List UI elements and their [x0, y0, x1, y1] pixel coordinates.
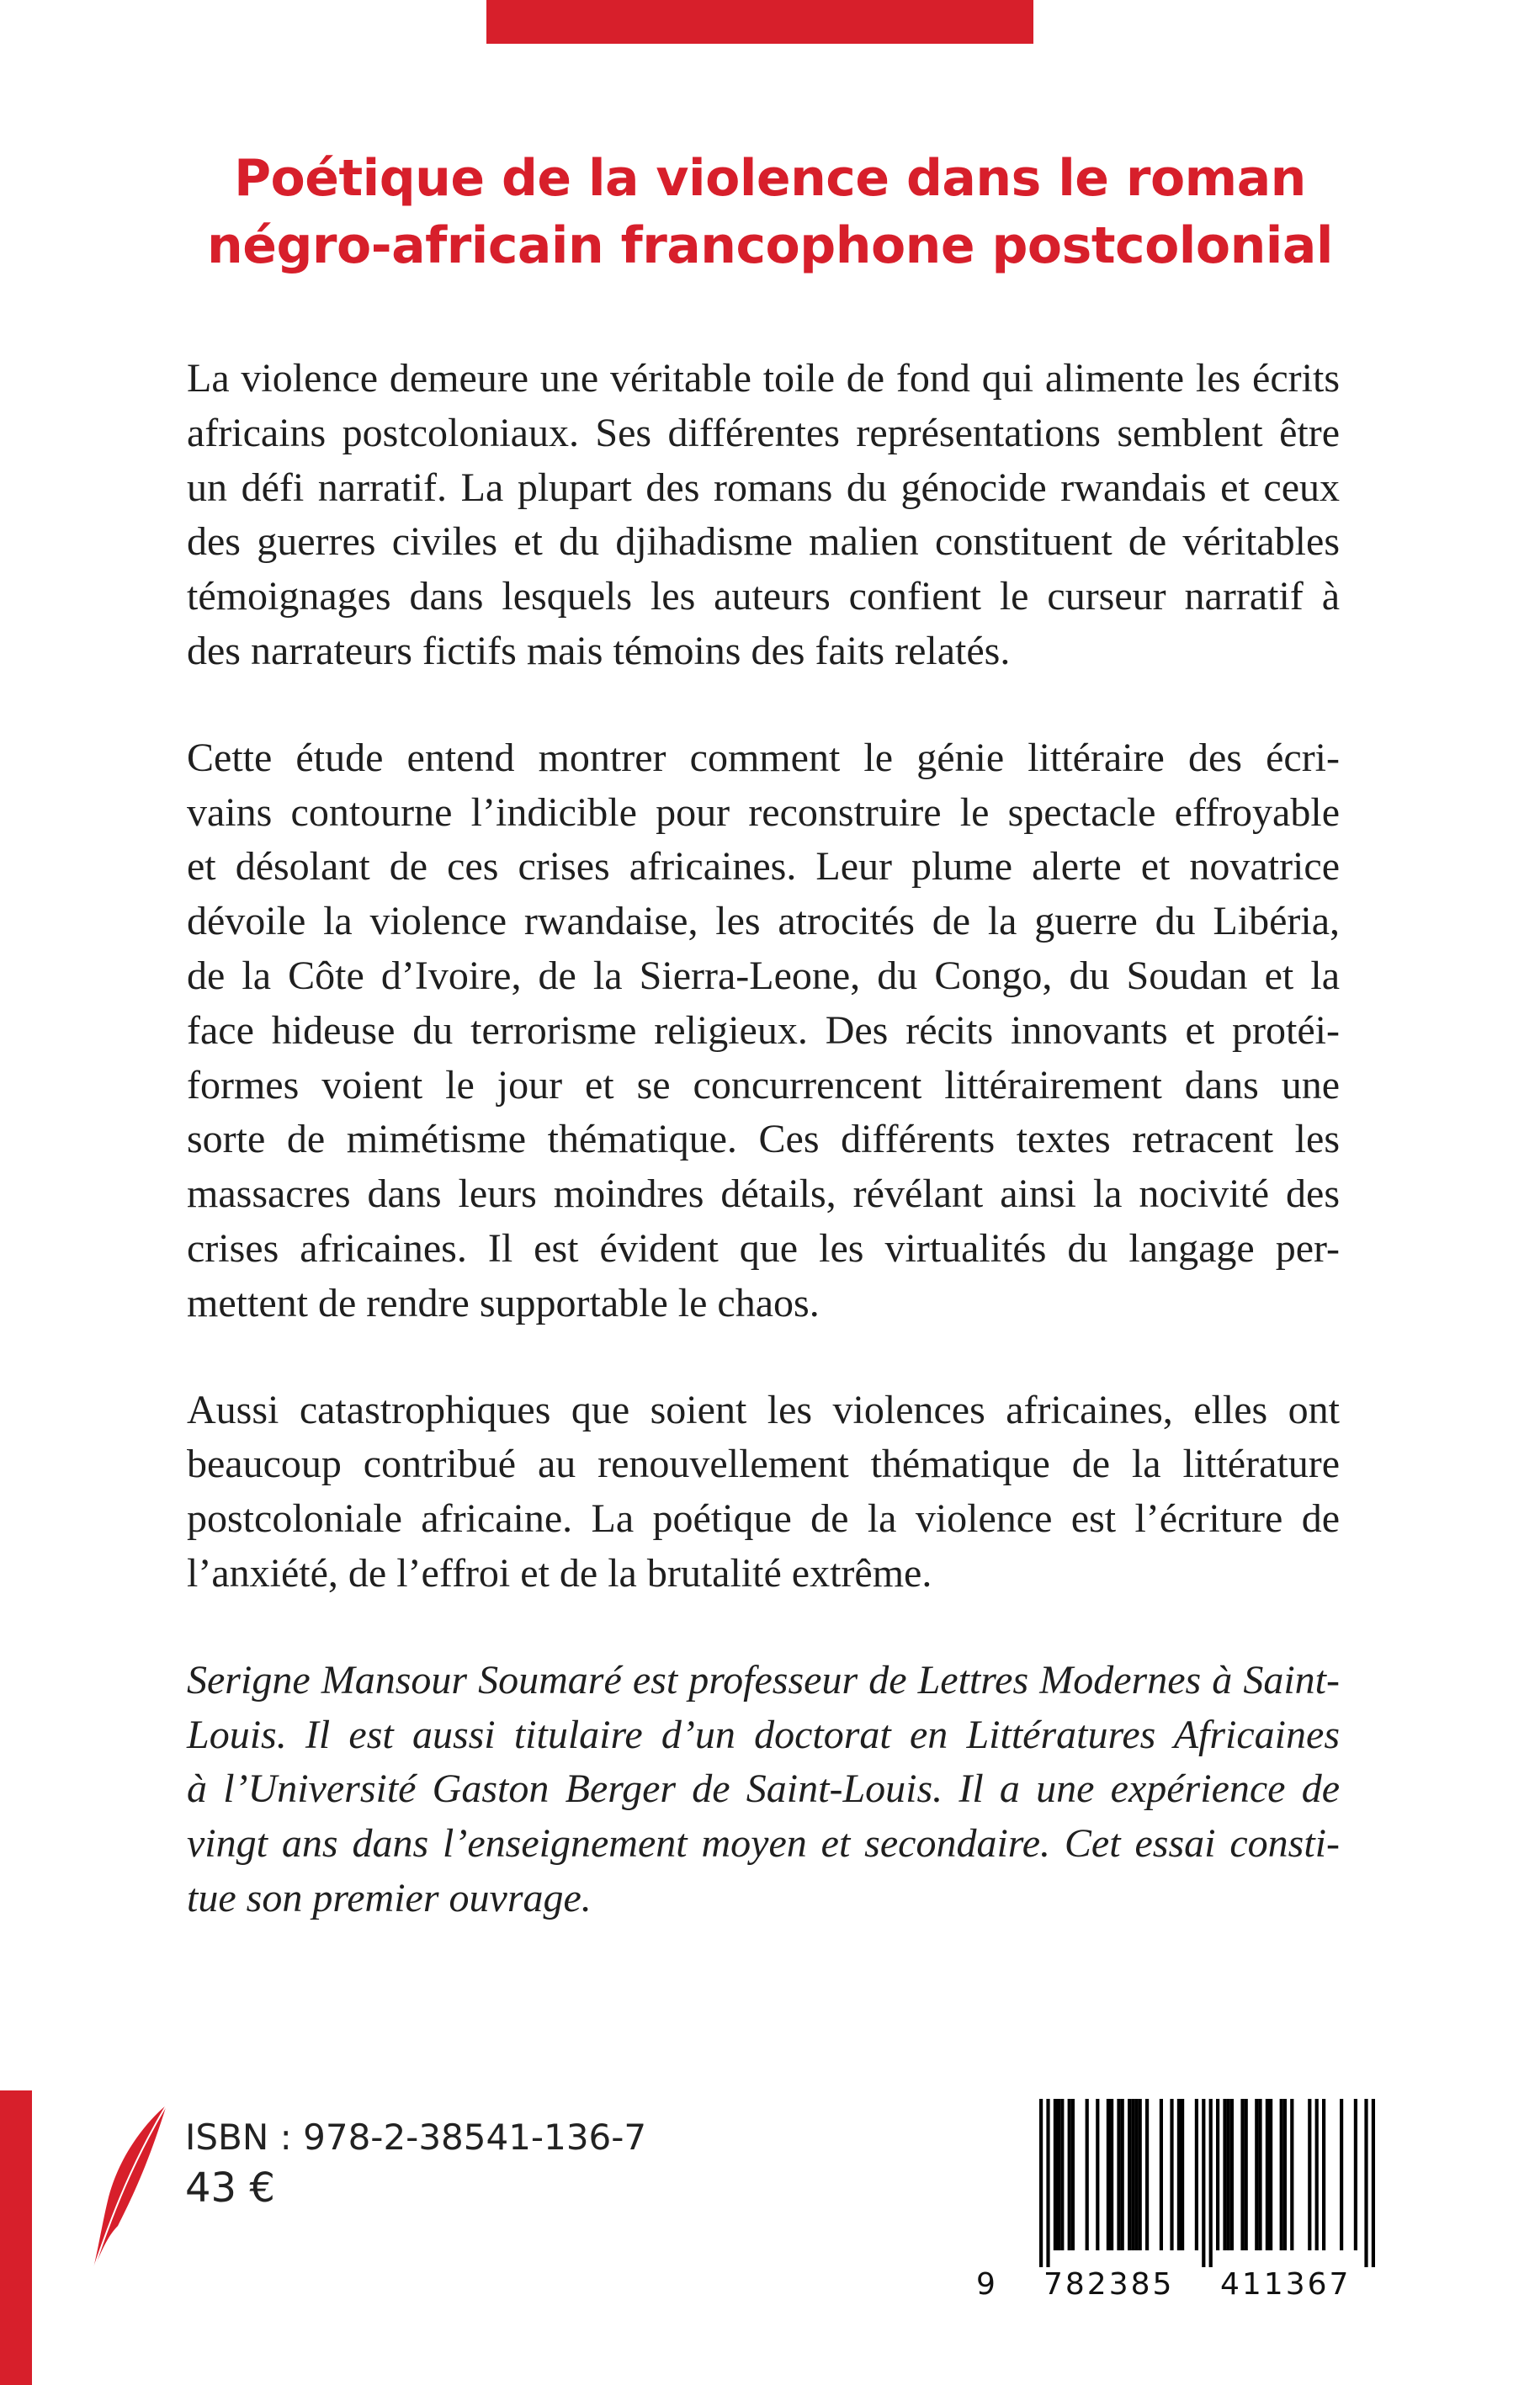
text-line: dévoile la violence rwandaise, les atrocités de la guerre du Libéria,: [187, 899, 1340, 944]
title-line: négro-africain francophone postcolonial: [207, 216, 1333, 275]
barcode-bar: [1216, 2099, 1219, 2250]
barcode-bar: [1139, 2099, 1142, 2250]
barcode-bar: [1266, 2099, 1269, 2250]
barcode-bar: [1054, 2099, 1057, 2250]
text-line: de la Côte d’Ivoire, de la Sierra-Leone, du Congo, du Soudan et la: [187, 953, 1340, 998]
text-line: un défi narratif. La plupart des romans du génocide rwandais et ceux: [187, 465, 1340, 510]
barcode-bar: [1308, 2099, 1311, 2250]
barcode-right-digits: 411367: [1220, 2267, 1351, 2302]
barcode-bar: [1145, 2099, 1149, 2250]
barcode-bar: [1086, 2099, 1089, 2250]
text-line: mettent de rendre supportable le chaos.: [187, 1280, 820, 1325]
text-line: beaucoup contribué au renouvellement thématique de la littérature: [187, 1442, 1340, 1487]
barcode-bar: [1230, 2099, 1234, 2250]
title-line: Poétique de la violence dans le roman: [234, 149, 1306, 208]
bio-line: Louis. Il est aussi titulaire d’un doctorat en Littératures Africaines: [187, 1712, 1340, 1757]
barcode-guard-bar: [1202, 2099, 1205, 2267]
barcode-bar: [1290, 2099, 1293, 2250]
book-title: [101, 145, 1439, 279]
price-label: 43 €: [185, 2165, 275, 2212]
barcode-bar: [1240, 2099, 1244, 2250]
barcode-bar: [1128, 2099, 1131, 2250]
text-line: des narrateurs fictifs mais témoins des faits relatés.: [187, 628, 1011, 673]
barcode-first-digit: 9: [976, 2267, 998, 2302]
text-line: massacres dans leurs moindres détails, révélant ainsi la nocivité des: [187, 1171, 1340, 1217]
barcode-bar: [1068, 2099, 1071, 2250]
barcode-guard-bar: [1364, 2099, 1367, 2267]
barcode-bar: [1134, 2099, 1138, 2250]
barcode-bar: [1269, 2099, 1272, 2250]
text-line: témoignages dans lesquels les auteurs confient le curseur narratif à: [187, 574, 1340, 619]
bio-line: vingt ans dans l’enseignement moyen et secondaire. Cet essai consti-: [187, 1821, 1340, 1867]
barcode-bar: [1121, 2099, 1124, 2250]
barcode-bar: [1227, 2099, 1230, 2250]
text-line: postcoloniale africaine. La poétique de la violence est l’écriture de: [187, 1496, 1340, 1542]
barcode-bar: [1160, 2099, 1163, 2250]
barcode-bar: [1322, 2099, 1325, 2250]
barcode-bar: [1245, 2099, 1248, 2250]
barcode-bar: [1255, 2099, 1258, 2250]
text-line: face hideuse du terrorisme religieux. Des récits innovants et protéi-: [187, 1007, 1340, 1053]
barcode-bar: [1170, 2099, 1173, 2250]
bio-line: tue son premier ouvrage.: [187, 1875, 592, 1920]
barcode-bar: [1060, 2099, 1064, 2250]
barcode-bar: [1258, 2099, 1261, 2250]
paragraph-2: [187, 731, 1340, 1331]
barcode-bar: [1223, 2099, 1226, 2250]
text-line: vains contourne l’indicible pour reconstruire le spectacle effroyable: [187, 789, 1340, 835]
barcode-bar: [1107, 2099, 1110, 2250]
feather-quill-icon: [84, 2100, 177, 2276]
side-accent-bar: [0, 2090, 32, 2385]
barcode-bars: [1010, 2082, 1397, 2271]
barcode-bar: [1181, 2099, 1184, 2250]
back-cover-text: [187, 352, 1340, 1979]
text-line: Aussi catastrophiques que soient les violences africaines, elles ont: [187, 1387, 1340, 1432]
barcode-bar: [1283, 2099, 1287, 2250]
barcode-bar: [1071, 2099, 1075, 2250]
isbn-label: ISBN : 978-2-38541-136-7: [185, 2117, 647, 2158]
barcode-bar: [1280, 2099, 1283, 2250]
barcode-bar: [1195, 2099, 1198, 2250]
text-line: La violence demeure une véritable toile de fond qui alimente les écrits: [187, 356, 1340, 401]
paragraph-1: [187, 352, 1340, 679]
text-line: l’anxiété, de l’effroi et de la brutalité extrême.: [187, 1550, 932, 1596]
bio-line: Serigne Mansour Soumaré est professeur de Lettres Modernes à Saint-: [187, 1657, 1340, 1702]
barcode-bar: [1057, 2099, 1060, 2250]
text-line: et désolant de ces crises africaines. Leur plume alerte et novatrice: [187, 844, 1340, 890]
bio-line: à l’Université Gaston Berger de Saint-Louis. Il a une expérience de: [187, 1766, 1340, 1812]
barcode-guard-bar: [1372, 2099, 1375, 2267]
barcode-bar: [1096, 2099, 1099, 2250]
barcode-bar: [1177, 2099, 1181, 2250]
barcode-guard-bar: [1039, 2099, 1043, 2267]
barcode-bar: [1110, 2099, 1113, 2250]
text-line: africains postcoloniaux. Ses différentes représentations semblent être: [187, 410, 1340, 455]
barcode-bar: [1315, 2099, 1319, 2250]
barcode-guard-bar: [1046, 2099, 1049, 2267]
text-line: sorte de mimétisme thématique. Ces différents textes retracent les: [187, 1117, 1340, 1162]
barcode-bar: [1117, 2099, 1120, 2250]
barcode-bar: [1340, 2099, 1343, 2250]
barcode-bar: [1354, 2099, 1357, 2250]
text-line: des guerres civiles et du djihadisme malien constituent de véritables: [187, 519, 1340, 565]
barcode-bar: [1131, 2099, 1134, 2250]
text-line: Cette étude entend montrer comment le génie littéraire des écri-: [187, 735, 1340, 780]
text-line: crises africaines. Il est évident que les virtualités du langage per-: [187, 1225, 1340, 1271]
barcode-left-digits: 782385: [1043, 2267, 1175, 2302]
paragraph-3: [187, 1384, 1340, 1602]
barcode-guard-bar: [1209, 2099, 1213, 2267]
top-accent-bar: [486, 0, 1033, 44]
author-bio: [187, 1654, 1340, 1926]
text-line: formes voient le jour et se concurrencent littérairement dans une: [187, 1062, 1340, 1108]
